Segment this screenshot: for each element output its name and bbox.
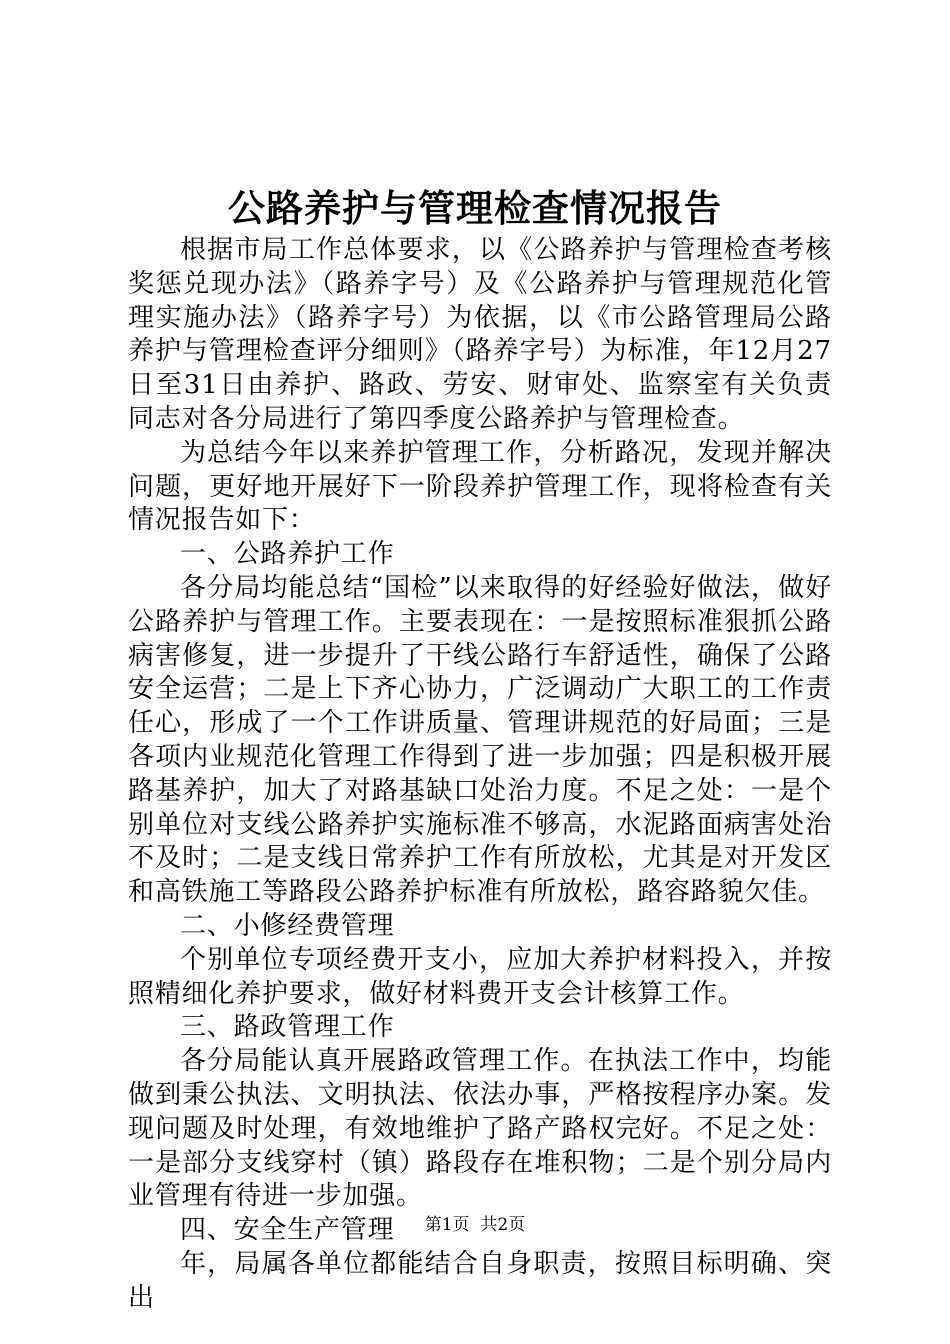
paragraph-intro: 根据市局工作总体要求，以《公路养护与管理检查考核奖惩兑现办法》（路养字号）及《公路养护与管理规范化管理实施办法》（路养字号）为依据，以《市公路管理局公路养护与管理检查评分细则》（路养字号）为标准，年12月27日至31日由养护、路政、劳安、财审处、监察室有关负责同志对各分局进行了第四季度公路养护与管理检查。 (128, 235, 832, 434)
section-heading-repair-funds: 二、小修经费管理 (180, 910, 395, 941)
page-total: 共2页 (480, 1215, 526, 1235)
page-footer (0, 1213, 950, 1237)
paragraph-purpose: 为总结今年以来养护管理工作，分析路况，发现并解决问题，更好地开展好下一阶段养护管理工作，现将检查有关情况报告如下： (128, 437, 832, 536)
document-title: 公路养护与管理检查情况报告 (228, 186, 722, 230)
section-heading-road-administration: 三、路政管理工作 (180, 1012, 395, 1043)
section-heading-road-maintenance: 一、公路养护工作 (180, 539, 395, 570)
paragraph-road-maintenance: 各分局均能总结“国检”以来取得的好经验好做法，做好公路养护与管理工作。主要表现在：一是按照标准狠抓公路病害修复，进一步提升了干线公路行车舒适性，确保了公路安全运营；二是上下齐心协力，广泛调动广大职工的工作责任心，形成了一个工作讲质量、管理讲规范的好局面；三是各项内业规范化管理工作得到了进一步加强；四是积极开展路基养护，加大了对路基缺口处治力度。不足之处：一是个别单位对支线公路养护实施标准不够高，水泥路面病害处治不及时；二是支线日常养护工作有所放松，尤其是对开发区和高铁施工等路段公路养护标准有所放松，路容路貌欠佳。 (128, 572, 832, 908)
paragraph-repair-funds: 个别单位专项经费开支小，应加大养护材料投入，并按照精细化养护要求，做好材料费开支会计核算工作。 (128, 944, 832, 1009)
paragraph-safety: 年，局属各单位都能结合自身职责，按照目标明确、突出 (128, 1248, 832, 1313)
page-number: 第1页 (424, 1215, 470, 1235)
paragraph-road-administration: 各分局能认真开展路政管理工作。在执法工作中，均能做到秉公执法、文明执法、依法办事，严格按程序办案。发现问题及时处理，有效地维护了路产路权完好。不足之处：一是部分支线穿村（镇）路段存在堆积物；二是个别分局内业管理有待进一步加强。 (128, 1046, 832, 1212)
document-body (128, 234, 832, 1316)
section-heading-safety: 四、安全生产管理 (180, 1215, 395, 1246)
